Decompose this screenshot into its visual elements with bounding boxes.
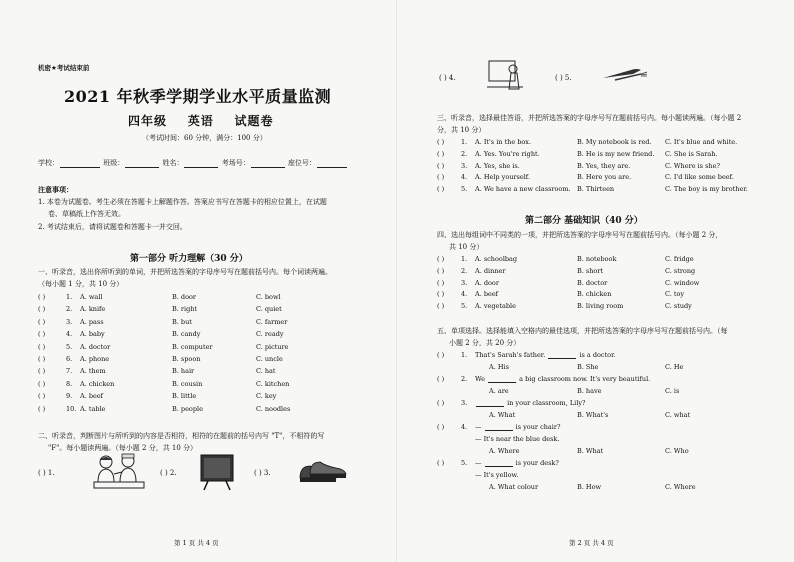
question-number: 1. [461, 255, 468, 263]
option-a: A. What colour [489, 483, 539, 491]
option-b: B. people [172, 404, 203, 413]
note-1-line-1: 1. 本卷为试题卷。考生必须在答题卡上解题作答。答案应书写在答题卡的相应位置上，在试题 [38, 198, 327, 206]
option-c: C. She is Sarah. [665, 149, 718, 158]
class-blank[interactable] [125, 160, 159, 168]
answer-paren[interactable]: ( ) [437, 459, 445, 467]
option-c: C. Who [665, 447, 689, 455]
option-b: B. He is my new friend. [577, 149, 655, 158]
option-a: A. Where [489, 447, 520, 455]
option-c: C. bowl [256, 293, 281, 301]
option-c: C. I'd like some beef. [665, 173, 734, 182]
option-a: A. knife [80, 305, 106, 314]
option-c: C. is [665, 387, 680, 395]
option-b: B. right [172, 305, 198, 314]
option-c: C. He [665, 363, 684, 371]
option-b: B. spoon [172, 355, 201, 363]
name-label: 姓名： [162, 159, 184, 167]
answer-paren[interactable]: ( ) [38, 305, 46, 314]
subtitle-subject: 英语 [187, 114, 214, 128]
answer-paren[interactable]: ( ) [437, 266, 445, 275]
question-number: 4. [461, 173, 468, 182]
option-a: A. dinner [475, 266, 506, 275]
question-text-before: That's Sarah's father. [475, 351, 546, 359]
question-number: 3. [461, 278, 468, 287]
answer-paren[interactable]: ( ) [38, 317, 46, 326]
question-number: 5. [461, 302, 468, 311]
option-b: B. Thirteen [577, 185, 615, 194]
answer-paren[interactable]: ( ) [437, 138, 445, 146]
question-number: 5. [66, 342, 73, 351]
answer-paren[interactable]: ( ) [437, 351, 445, 359]
option-a: A. What [489, 411, 516, 419]
option-c: C. It's blue and white. [665, 138, 738, 146]
note-1-line-2: 卷、草稿纸上作答无效。 [48, 210, 125, 218]
answer-paren[interactable]: ( ) [38, 367, 46, 376]
option-a: A. wall [80, 293, 103, 301]
option-a: A. We have a new classroom. [475, 185, 571, 194]
answer-blank[interactable] [548, 351, 576, 359]
question-number: 7. [66, 367, 73, 376]
seat-blank[interactable] [317, 160, 347, 168]
school-label: 学校： [38, 159, 59, 167]
question-number: 6. [66, 355, 73, 363]
question-number: 5. [461, 185, 468, 194]
doctor-patient-picture [90, 452, 148, 492]
picture-item-2-label: ( ) 2. [160, 469, 177, 477]
option-b: B. Here you are. [577, 173, 632, 182]
option-a: A. Yes. You're right. [475, 149, 540, 158]
answer-paren[interactable]: ( ) [437, 173, 445, 182]
seat-label: 座位号： [287, 159, 316, 167]
answer-paren[interactable]: ( ) [437, 185, 445, 194]
answer-blank[interactable] [488, 375, 516, 383]
option-c: C. Where [665, 483, 696, 491]
shoes-picture [296, 456, 350, 486]
section-4-instructions-2: 共 10 分） [449, 243, 484, 251]
option-c: C. picture [256, 342, 289, 351]
option-b: B. door [172, 293, 197, 301]
section-5-instructions-1: 五、单项选择。选择能填入空格内的最佳选项，并把所选答案的字母序号写在题前括号内。（每 [437, 327, 728, 335]
option-c: C. study [665, 302, 692, 311]
answer-blank[interactable] [485, 423, 513, 431]
question-text-after: in your classroom, Lily? [507, 399, 586, 407]
section-1-instructions-1: 一、听录音，选出你所听到的单词，并把所选答案的字母序号写在题前括号内。每个词读两遍。 [38, 268, 332, 276]
option-a: A. chicken [80, 379, 115, 388]
option-a: A. vegetable [475, 302, 516, 311]
picture-item-1-label: ( ) 1. [38, 469, 55, 477]
option-a: A. Help yourself. [475, 173, 531, 182]
option-b: B. What's [577, 411, 609, 419]
question-text-after: is your chair? [515, 423, 561, 431]
option-c: C. what [665, 411, 691, 419]
option-b: B. short [577, 266, 604, 275]
section-1-instructions-2: （每小题 1 分，共 10 分） [38, 280, 124, 288]
answer-paren[interactable]: ( ) [38, 355, 46, 363]
option-a: A. them [80, 367, 106, 376]
class-label: 班级： [103, 159, 125, 167]
question-number: 5. [461, 459, 468, 467]
option-a: A. phone [80, 355, 110, 363]
answer-blank[interactable] [476, 399, 504, 407]
option-b: B. living room [577, 302, 624, 311]
answer-blank[interactable] [485, 459, 513, 467]
reply-text: — It's yellow. [475, 471, 519, 479]
subtitle-grade: 四年级 [128, 114, 168, 128]
question-text-after: is a doctor. [579, 351, 616, 359]
option-c: C. kitchen [256, 379, 290, 388]
option-a: A. door [475, 278, 499, 287]
answer-paren[interactable]: ( ) [38, 293, 46, 301]
question-text-before: — [475, 423, 482, 431]
answer-paren[interactable]: ( ) [437, 255, 445, 263]
option-b: B. hair [172, 367, 195, 376]
exam-no-blank[interactable] [251, 160, 285, 168]
question-number: 3. [461, 161, 468, 170]
answer-paren[interactable]: ( ) [38, 404, 46, 413]
option-c: C. strong [665, 266, 696, 275]
secret-label: 机密★考试结束前 [38, 64, 90, 72]
question-text-after: a big classroom now. It's very beautiful. [519, 375, 651, 383]
page-2 [397, 0, 794, 562]
exam-title: 2021 年秋季学期学业水平质量监测 [64, 87, 332, 106]
question-number: 1. [461, 351, 468, 359]
option-a: A. are [489, 387, 509, 395]
option-b: B. computer [172, 342, 213, 351]
question-number: 2. [461, 375, 468, 383]
option-c: C. quiet [256, 305, 282, 314]
option-a: A. Yes, she is. [475, 161, 520, 170]
answer-paren[interactable]: ( ) [437, 423, 445, 431]
question-text [475, 351, 616, 359]
option-c: C. fridge [665, 255, 694, 263]
question-number: 4. [461, 290, 468, 299]
time-note: （考试时间：60 分钟，满分：100 分） [142, 134, 267, 142]
option-b: B. little [172, 392, 197, 401]
option-a: A. beef [80, 392, 104, 401]
option-a: A. baby [80, 330, 105, 339]
option-b: B. Yes, they are. [577, 161, 631, 170]
option-c: C. uncle [256, 355, 283, 363]
answer-paren[interactable]: ( ) [437, 399, 445, 407]
answer-paren[interactable]: ( ) [437, 161, 445, 170]
question-number: 10. [66, 404, 77, 413]
answer-paren[interactable]: ( ) [437, 375, 445, 383]
option-b: B. doctor [577, 278, 608, 287]
option-b: B. cousin [172, 379, 203, 388]
option-c: C. noodles [256, 404, 291, 413]
name-blank[interactable] [184, 160, 218, 168]
option-b: B. chicken [577, 290, 612, 299]
question-text-before: We [475, 375, 485, 383]
section-3-instructions-2: 分，共 10 分） [437, 126, 486, 134]
question-number: 2. [461, 149, 468, 158]
question-text [475, 423, 560, 431]
question-number: 9. [66, 392, 73, 401]
option-c: C. window [665, 278, 700, 287]
option-b: B. candy [172, 330, 201, 339]
school-blank[interactable] [60, 160, 100, 168]
student-info-line [38, 159, 348, 168]
option-a: A. table [80, 404, 106, 413]
answer-paren[interactable]: ( ) [38, 379, 46, 388]
answer-paren[interactable]: ( ) [38, 342, 46, 351]
option-c: C. Where is she? [665, 161, 720, 170]
section-2-instructions-1: 二、听录音，判断图片与所听到的内容是否相符，相符的在题前的括号内写 "T"，不相符的写 [38, 432, 325, 440]
subtitle-type: 试题卷 [234, 114, 274, 128]
picture-item-5-label: ( ) 5. [555, 74, 572, 82]
option-a: A. His [489, 363, 509, 371]
question-number: 1. [66, 293, 73, 301]
option-c: C. hat [256, 367, 276, 376]
option-c: C. ready [256, 330, 284, 339]
option-c: C. The boy is my brother. [665, 185, 748, 194]
option-b: B. have [577, 387, 602, 395]
option-a: A. It's in the box. [475, 138, 532, 146]
question-text-after: is your desk? [515, 459, 559, 467]
question-number: 2. [66, 305, 73, 314]
note-2: 2. 考试结束后，请将试题卷和答题卡一并交回。 [38, 223, 187, 231]
knife-fork-picture [601, 66, 649, 82]
answer-paren[interactable]: ( ) [437, 302, 445, 311]
question-text [475, 459, 559, 467]
part-1-title: 第一部分 听力理解（30 分） [130, 254, 248, 264]
option-a: A. schoolbag [475, 255, 518, 263]
option-a: A. beef [475, 290, 499, 299]
reply-text: — It's near the blue desk. [475, 435, 560, 443]
option-b: B. My notebook is red. [577, 138, 652, 146]
question-number: 8. [66, 379, 73, 388]
teacher-board-picture [485, 59, 525, 91]
question-number: 3. [461, 399, 468, 407]
section-2-instructions-2: "F"。每小题读两遍。（每小题 2 分，共 10 分） [48, 444, 198, 452]
part-2-title: 第二部分 基础知识（40 分） [525, 216, 643, 226]
question-number: 3. [66, 317, 73, 326]
option-b: B. but [172, 317, 192, 326]
question-number: 1. [461, 138, 468, 146]
picture-item-4-label: ( ) 4. [439, 74, 456, 82]
answer-paren[interactable]: ( ) [437, 290, 445, 299]
answer-paren[interactable]: ( ) [38, 330, 46, 339]
exam-no-label: 考场号： [221, 159, 250, 167]
section-4-instructions-1: 四、选出每组词中不同类的一项，并把所选答案的字母序号写在题前括号内。（每小题 2 分， [437, 231, 723, 239]
answer-paren[interactable]: ( ) [437, 149, 445, 158]
question-text [475, 399, 585, 407]
option-b: B. How [577, 483, 602, 491]
option-b: B. She [577, 363, 599, 371]
exam-subtitle [128, 112, 273, 129]
question-number: 2. [461, 266, 468, 275]
notes-title: 注意事项： [38, 185, 73, 194]
blackboard-picture [198, 453, 238, 491]
page-1-number: 第 1 页 共 4 页 [174, 539, 219, 547]
section-5-instructions-2: 小题 2 分，共 20 分） [449, 339, 521, 347]
option-b: B. notebook [577, 255, 617, 263]
option-c: C. key [256, 392, 277, 401]
answer-paren[interactable]: ( ) [437, 278, 445, 287]
question-number: 4. [66, 330, 73, 339]
question-text [475, 375, 650, 383]
option-b: B. What [577, 447, 604, 455]
option-a: A. doctor [80, 342, 111, 351]
answer-paren[interactable]: ( ) [38, 392, 46, 401]
option-c: C. farmer [256, 317, 288, 326]
section-3-instructions-1: 三、听录音，选择最佳答语，并把所选答案的字母序号写在题前括号内。每小题读两遍。（每小题 2 [437, 114, 742, 122]
option-a: A. pass [80, 317, 104, 326]
question-number: 4. [461, 423, 468, 431]
option-c: C. toy [665, 290, 685, 299]
page-2-number: 第 2 页 共 4 页 [569, 539, 614, 547]
picture-item-3-label: ( ) 3. [254, 469, 271, 477]
question-text-before: — [475, 459, 482, 467]
